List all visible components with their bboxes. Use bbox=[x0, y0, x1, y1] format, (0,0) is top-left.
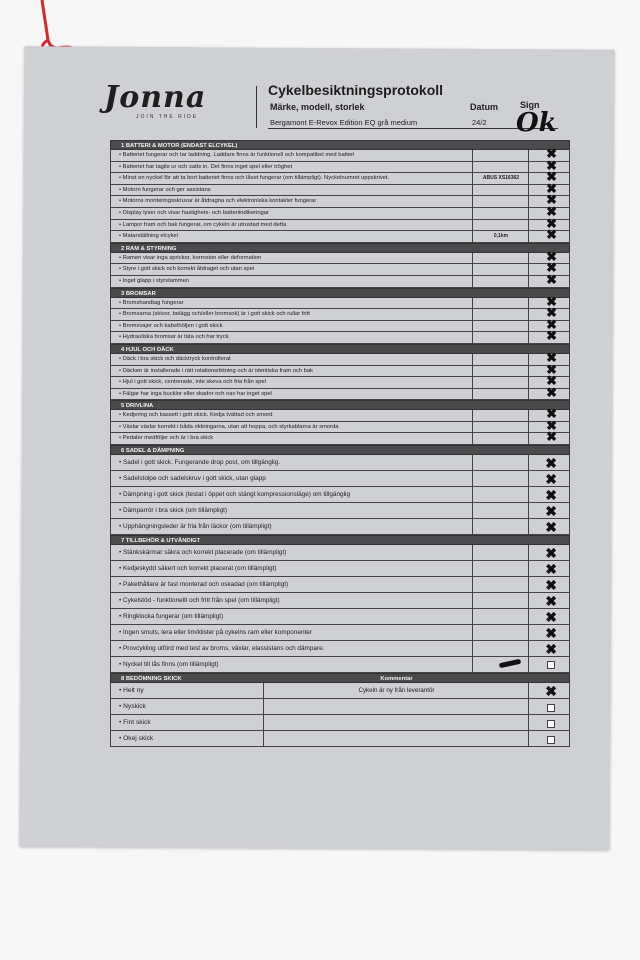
check-mark-icon: ✖ bbox=[545, 455, 557, 472]
value-cell bbox=[472, 433, 529, 444]
section-6 bbox=[110, 445, 570, 535]
value-cell bbox=[472, 162, 529, 173]
section-4 bbox=[110, 344, 570, 400]
table-row bbox=[110, 609, 570, 625]
table-row bbox=[110, 683, 570, 699]
item-text: • Helt ny bbox=[119, 687, 144, 695]
value-cell: 0,1km bbox=[472, 231, 529, 242]
section-3 bbox=[110, 288, 570, 344]
value-cell bbox=[472, 220, 529, 231]
check-mark-icon: ✖ bbox=[546, 157, 557, 173]
check-mark-icon: ✖ bbox=[546, 305, 557, 321]
table-row bbox=[110, 503, 570, 519]
page-title: Cykelbesiktningsprotokoll bbox=[268, 82, 444, 98]
section-7 bbox=[110, 535, 570, 673]
table-row bbox=[110, 328, 570, 344]
check-mark-icon: ✖ bbox=[546, 169, 557, 185]
table-row bbox=[110, 561, 570, 577]
item-text: • Lampor fram och bak fungerar, om cykeln är utrustad med detta bbox=[119, 221, 287, 228]
section-header: 4 HJUL OCH DÄCK bbox=[110, 344, 570, 354]
item-text: • Stänkskärmar säkra och korrekt placerade (om tillämpligt) bbox=[119, 549, 287, 557]
value-cell bbox=[472, 276, 529, 287]
section-8 bbox=[110, 673, 570, 747]
section-header: 3 BROMSAR bbox=[110, 288, 570, 298]
section-2 bbox=[110, 243, 570, 288]
model-value: Bergamont E-Revox Edition EQ grå medium bbox=[270, 118, 418, 127]
datum-label: Datum bbox=[470, 102, 499, 112]
sign-cell[interactable] bbox=[528, 641, 569, 656]
item-text: • Nyskick bbox=[119, 703, 146, 711]
table-row bbox=[110, 203, 570, 220]
value-cell bbox=[472, 422, 529, 433]
item-text: • Dämparrör i bra skick (om tillämpligt) bbox=[119, 507, 228, 515]
item-text: • Däcken är installerade i rätt rotationsriktning och är identiska fram och bak bbox=[119, 367, 314, 374]
check-mark-icon: ✖ bbox=[546, 260, 557, 276]
table-row bbox=[110, 361, 570, 378]
item-text: • Motorn fungerar och ger assistans bbox=[119, 186, 211, 193]
checkbox[interactable] bbox=[547, 720, 555, 728]
item-text: • Bromshandtag fungerar bbox=[119, 299, 184, 306]
sign-cell[interactable] bbox=[528, 561, 569, 576]
check-mark-icon: ✖ bbox=[545, 561, 557, 578]
sign-cell[interactable] bbox=[528, 699, 569, 714]
value-cell bbox=[472, 253, 529, 264]
sign-cell[interactable] bbox=[528, 519, 569, 534]
check-mark-icon: ✖ bbox=[546, 293, 557, 309]
table-row bbox=[110, 577, 570, 593]
item-text: • Kedjeskydd säkert och korrekt placerat (om tillämpligt) bbox=[119, 565, 277, 573]
value-cell bbox=[472, 561, 529, 576]
value-cell bbox=[472, 487, 529, 502]
item-text: • Bromsarna (skivor, belägg och/eller bromsok) är i gott skick och rullar fritt bbox=[119, 311, 310, 318]
check-mark-icon: ✖ bbox=[545, 545, 557, 562]
item-text: • Display lyser och visar hastighets- och batteriindikeringar bbox=[119, 209, 269, 216]
table-row bbox=[110, 731, 570, 747]
table-row bbox=[110, 593, 570, 609]
item-text: • Växlar växlar korrekt i båda riktningarna, utan att hoppa, och styrkablarna är smorda bbox=[119, 423, 339, 430]
value-cell bbox=[472, 321, 529, 332]
item-text: • Sadel i gott skick. Fungerande drop post, om tillgänglig. bbox=[119, 459, 281, 467]
comment-cell bbox=[263, 731, 529, 746]
value-cell bbox=[472, 389, 529, 400]
sign-cell[interactable] bbox=[528, 609, 569, 624]
check-mark-icon: ✖ bbox=[546, 349, 557, 365]
item-text: • Bromsvajer och kabelhöljen i gott skick bbox=[119, 322, 223, 329]
value-cell bbox=[472, 196, 529, 207]
checkbox[interactable] bbox=[547, 704, 555, 712]
table-row bbox=[110, 519, 570, 535]
value-cell bbox=[472, 609, 529, 624]
check-mark-icon: ✖ bbox=[545, 519, 557, 536]
sign-cell[interactable] bbox=[528, 384, 569, 400]
item-text: • Batteriet fungerar och tar laddning. Laddare finns är funktionell och kompatibel med batteri bbox=[119, 152, 355, 158]
item-text: • Styre i gott skick och korrekt åtdraget och utan spel bbox=[119, 266, 255, 273]
check-mark-icon: ✖ bbox=[546, 203, 557, 219]
sign-cell[interactable] bbox=[528, 471, 569, 486]
table-row bbox=[110, 455, 570, 471]
item-text: • Dämpning i gott skick (testat i öppet och stängt kompressionsläge) om tillgänglig bbox=[119, 491, 350, 499]
table-row bbox=[110, 227, 570, 243]
checklist-table bbox=[110, 140, 570, 747]
logo-tagline: JOIN THE RIDE bbox=[136, 114, 199, 120]
check-mark-icon: ✖ bbox=[545, 503, 557, 520]
item-text: • Nyckel till lås finns (om tillämpligt) bbox=[119, 661, 219, 669]
table-row bbox=[110, 373, 570, 389]
sign-cell[interactable] bbox=[528, 731, 569, 746]
check-mark-icon: ✖ bbox=[545, 641, 557, 658]
check-mark-icon: ✖ bbox=[546, 328, 557, 344]
sign-cell[interactable] bbox=[528, 577, 569, 592]
comment-header: Kommentar bbox=[380, 676, 413, 683]
check-mark-icon: ✖ bbox=[545, 683, 557, 700]
table-row bbox=[110, 384, 570, 401]
item-text: • Upphängningsleder är fria från läckor (om tillämpligt) bbox=[119, 523, 272, 531]
item-text: • Sadelstolpe och sadelskruv i gott skick, utan glapp bbox=[119, 475, 266, 483]
item-text: • Ramen visar inga sprickor, korrosion eller deformation bbox=[119, 254, 262, 261]
value-cell bbox=[472, 185, 529, 196]
value-cell bbox=[472, 455, 529, 470]
value-cell bbox=[472, 332, 529, 343]
section-header: 5 DRIVLINA bbox=[110, 400, 570, 410]
check-mark-icon: ✖ bbox=[546, 417, 557, 433]
check-mark-icon: ✖ bbox=[546, 406, 557, 422]
item-text: • Ingen smuts, lera eller lim/klister på cykelns ram eller komponenter bbox=[119, 629, 312, 637]
sign-cell[interactable] bbox=[528, 271, 569, 287]
item-text: • Inget glapp i styrstammen bbox=[119, 277, 190, 284]
check-mark-icon: ✖ bbox=[546, 361, 557, 377]
table-row bbox=[110, 625, 570, 641]
table-row bbox=[110, 305, 570, 321]
item-text: • Matarställning elcykel bbox=[119, 233, 179, 240]
check-mark-icon: ✖ bbox=[546, 316, 557, 332]
jonna-logo bbox=[96, 80, 236, 124]
section-header: 8 BEDÖMNING SKICK Kommentar bbox=[110, 673, 570, 683]
value-cell bbox=[472, 641, 529, 656]
sign-cell[interactable] bbox=[528, 545, 569, 560]
table-row bbox=[110, 192, 570, 208]
item-text: • Cykelstöd - funktionellt och fritt från spel (om tillämpligt) bbox=[119, 597, 280, 605]
check-mark-icon: ✖ bbox=[545, 625, 557, 642]
table-row bbox=[110, 429, 570, 445]
table-row bbox=[110, 545, 570, 561]
value-cell bbox=[472, 471, 529, 486]
section-header: 2 RAM & STYRNING bbox=[110, 243, 570, 253]
sign-cell[interactable] bbox=[528, 715, 569, 730]
value-cell bbox=[472, 309, 529, 320]
comment-cell bbox=[263, 699, 529, 714]
header-line bbox=[268, 128, 558, 129]
sign-cell[interactable] bbox=[528, 487, 569, 502]
section-1 bbox=[110, 140, 570, 243]
item-text: • Fälgar har inga bucklor eller skador och nav har inget spel bbox=[119, 390, 272, 397]
table-row bbox=[110, 157, 570, 174]
item-text: • Pakethållare är fast monterad och oskadad (om tillämpligt) bbox=[119, 581, 289, 589]
check-mark-icon: ✖ bbox=[546, 429, 557, 445]
check-mark-icon: ✖ bbox=[546, 227, 557, 243]
value-cell bbox=[472, 208, 529, 219]
section-header: 7 TILLBEHÖR & UTVÄNDIGT bbox=[110, 535, 570, 545]
section-header: 6 SADEL & DÄMPNING bbox=[110, 445, 570, 455]
check-mark-icon: ✖ bbox=[546, 384, 557, 400]
sign-cell[interactable] bbox=[528, 683, 569, 698]
table-row bbox=[110, 180, 570, 197]
section-5 bbox=[110, 400, 570, 445]
check-mark-icon: ✖ bbox=[545, 593, 557, 610]
subtitle: Märke, modell, storlek bbox=[270, 102, 365, 112]
section-header: 1 BATTERI & MOTOR (ENDAST ELCYKEL) bbox=[110, 140, 570, 150]
item-text: • Fint skick bbox=[119, 719, 151, 727]
item-text: • Okej skick bbox=[119, 735, 154, 743]
value-cell bbox=[472, 150, 529, 161]
value-cell bbox=[472, 366, 529, 377]
item-text: • Motorns monteringsskruvar är åtdragna och elektroniska kontakter fungerar bbox=[119, 198, 317, 205]
check-mark-icon: ✖ bbox=[546, 248, 557, 264]
value-cell bbox=[472, 545, 529, 560]
sign-cell[interactable] bbox=[528, 593, 569, 608]
item-text: • Minst en nyckel för att ta bort batteriet finns och låset fungerar (om tillämpligt). Nyckelnumret uppskrivet. bbox=[119, 175, 390, 182]
checkbox[interactable] bbox=[547, 736, 555, 744]
value-cell bbox=[472, 625, 529, 640]
item-text: • Hydrauliska bromsar är täta och har tryck bbox=[119, 334, 229, 341]
table-row bbox=[110, 715, 570, 731]
sign-cell[interactable] bbox=[528, 455, 569, 470]
value-cell bbox=[472, 410, 529, 421]
check-mark-icon: ✖ bbox=[546, 373, 557, 389]
sign-cell[interactable] bbox=[528, 328, 569, 344]
table-row bbox=[110, 215, 570, 232]
value-cell bbox=[472, 503, 529, 518]
value-cell bbox=[472, 377, 529, 388]
check-mark-icon: ✖ bbox=[546, 146, 557, 161]
item-text: • Provcykling utförd med test av broms, växlar, elassistans och dämpare. bbox=[119, 645, 325, 653]
table-row bbox=[110, 657, 570, 673]
header-divider bbox=[256, 86, 257, 128]
value-cell bbox=[472, 577, 529, 592]
comment-cell: Cykeln är ny från leverantör bbox=[263, 683, 529, 698]
sign-label: Sign bbox=[520, 100, 540, 110]
item-text: • Pedaler medföljer och är i bra skick bbox=[119, 435, 214, 442]
sign-cell[interactable] bbox=[528, 429, 569, 445]
check-mark-icon: ✖ bbox=[545, 487, 557, 504]
sign-cell[interactable] bbox=[528, 625, 569, 640]
table-row bbox=[110, 699, 570, 715]
sign-cell[interactable] bbox=[528, 503, 569, 518]
item-text: • Batteriet har tagits ur och satts in. Det finns inget spel eller tröghet bbox=[119, 163, 293, 170]
table-row bbox=[110, 260, 570, 276]
value-cell bbox=[472, 264, 529, 275]
value-cell bbox=[472, 519, 529, 534]
value-cell bbox=[472, 354, 529, 365]
table-row bbox=[110, 487, 570, 503]
value-cell: ABUS XS16362 bbox=[472, 173, 529, 184]
check-mark-icon: ✖ bbox=[545, 609, 557, 626]
check-mark-icon: ✖ bbox=[546, 215, 557, 231]
item-text: • Hjul i gott skick, centrerade, inte skeva och fria från spel bbox=[119, 379, 267, 386]
check-mark-icon: ✖ bbox=[546, 180, 557, 196]
table-row bbox=[110, 471, 570, 487]
check-mark-icon: ✖ bbox=[546, 271, 557, 287]
item-text: • Ringklocka fungerar (om tillämpligt) bbox=[119, 613, 224, 621]
table-row bbox=[110, 417, 570, 434]
table-row bbox=[110, 169, 570, 185]
sign-cell[interactable] bbox=[528, 227, 569, 243]
table-row bbox=[110, 271, 570, 288]
comment-cell bbox=[263, 715, 529, 730]
table-row bbox=[110, 641, 570, 657]
date-value: 24/2 bbox=[472, 118, 487, 127]
table-row bbox=[110, 316, 570, 333]
check-mark-icon: ✖ bbox=[546, 192, 557, 208]
item-text: • Däck i bra skick och däcktryck kontrollerat bbox=[119, 355, 231, 362]
value-cell bbox=[472, 298, 529, 309]
logo-text: Jonna bbox=[104, 80, 207, 115]
signature: Ok bbox=[516, 108, 557, 138]
check-mark-icon: ✖ bbox=[545, 577, 557, 594]
item-text: • Kedjering och kassett i gott skick. Kedja tvättad och smord bbox=[119, 412, 273, 419]
check-mark-icon: ✖ bbox=[545, 471, 557, 488]
sign-cell[interactable] bbox=[528, 657, 569, 672]
value-cell bbox=[472, 593, 529, 608]
checkbox[interactable] bbox=[547, 661, 555, 669]
